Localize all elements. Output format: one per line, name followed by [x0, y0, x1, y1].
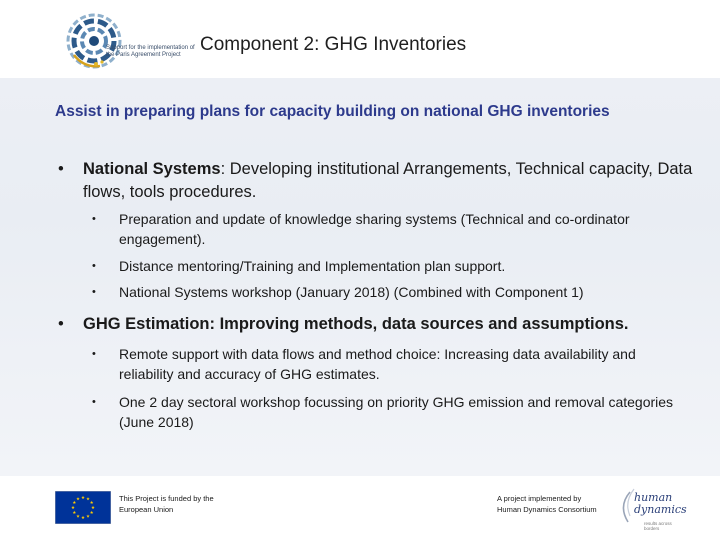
list-item — [92, 256, 692, 276]
list-item-text: National Systems workshop (January 2018) (Combined with Component 1) — [119, 284, 584, 300]
section-text — [83, 313, 698, 336]
list-item-text: One 2 day sectoral workshop focussing on priority GHG emission and removal categories (June 2018) — [119, 394, 674, 430]
list-item — [92, 392, 692, 432]
eu-flag-icon — [55, 491, 111, 524]
slide-header — [0, 0, 720, 78]
logo-caption: Support for the implementation of the Paris Agreement Project — [106, 45, 195, 58]
list-item — [92, 344, 692, 384]
bullet: • — [92, 286, 96, 298]
list-item — [92, 209, 692, 249]
slide-subtitle: Assist in preparing plans for capacity building on national GHG inventories — [55, 103, 610, 120]
hd-logo-word-2: dynamics — [634, 503, 687, 516]
bullet: • — [92, 348, 96, 360]
section-label: GHG Estimation: Improving methods, data sources and assumptions. — [83, 315, 629, 333]
hd-logo-word-1: human — [634, 491, 673, 504]
section-national-systems — [58, 158, 698, 204]
project-logo — [66, 10, 194, 72]
section-description: : Developing institutional Arrangements, Technical capacity, Data flows, tools procedures. — [83, 160, 693, 201]
bullet: • — [92, 213, 96, 225]
section-text — [83, 158, 698, 204]
implementer-line-2: Human Dynamics Consortium — [497, 505, 597, 514]
hd-logo-tagline: results across borders — [644, 521, 672, 531]
list-item-text: Remote support with data flows and method choice: Increasing data availability and reliability and accuracy of GHG estimates. — [119, 346, 636, 382]
human-dynamics-logo — [616, 486, 686, 530]
implementer-notice — [497, 493, 597, 515]
funding-line-1: This Project is funded by the — [119, 494, 214, 503]
page-title: Component 2: GHG Inventories — [200, 34, 467, 55]
list-item-text: Distance mentoring/Training and Implementation plan support. — [119, 258, 506, 274]
funding-notice — [119, 493, 214, 515]
implementer-line-1: A project implemented by — [497, 494, 582, 503]
section-label: National Systems — [83, 160, 221, 178]
funding-line-2: European Union — [119, 505, 174, 514]
project-logo-icon — [66, 10, 194, 72]
bullet: • — [58, 315, 64, 333]
list-item — [92, 282, 692, 302]
bullet: • — [58, 160, 64, 178]
bullet: • — [92, 396, 96, 408]
section-ghg-estimation — [58, 313, 698, 336]
bullet: • — [92, 260, 96, 272]
list-item-text: Preparation and update of knowledge sharing systems (Technical and co-ordinator engagement). — [119, 211, 630, 247]
